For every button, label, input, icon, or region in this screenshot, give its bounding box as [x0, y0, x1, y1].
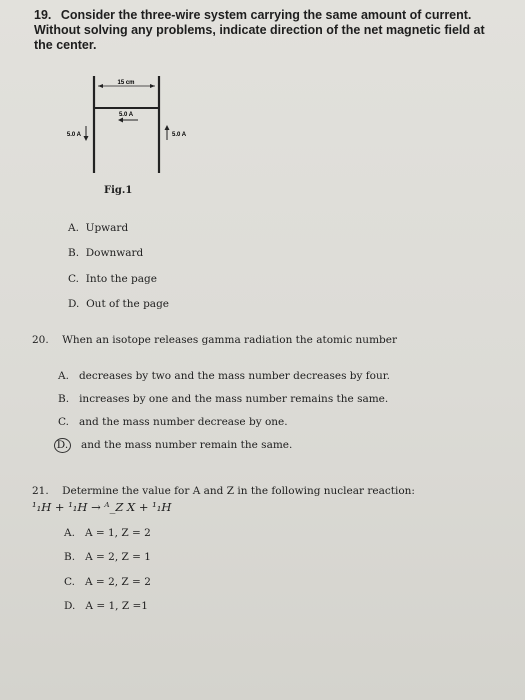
option-letter: A.	[58, 370, 69, 382]
q20-option-c[interactable]	[58, 416, 288, 428]
question-number: 20.	[32, 334, 49, 346]
top-current-label: 5.0 A	[118, 112, 134, 118]
q19-option-d[interactable]	[68, 298, 169, 310]
q21-option-c[interactable]	[64, 576, 151, 588]
option-text: A = 2, Z = 2	[85, 576, 151, 588]
question-text: When an isotope releases gamma radiation the atomic number	[62, 334, 397, 346]
option-letter: A.	[68, 222, 79, 234]
option-text: A = 2, Z = 1	[85, 551, 151, 563]
option-text: Downward	[85, 247, 144, 259]
q20-option-d[interactable]	[58, 438, 292, 453]
option-letter: C.	[64, 576, 75, 588]
option-text: increases by one and the mass number remains the same.	[79, 393, 389, 405]
question-21	[32, 485, 415, 497]
option-letter: C.	[58, 416, 69, 428]
question-number: 19.	[34, 8, 52, 22]
option-text: and the mass number decrease by one.	[79, 416, 288, 428]
q20-option-a[interactable]	[58, 370, 390, 382]
figure-caption: Fig.1	[104, 185, 133, 196]
option-letter: B.	[58, 393, 70, 405]
option-letter: D.	[64, 600, 76, 612]
option-text: decreases by two and the mass number decreases by four.	[78, 370, 390, 382]
option-text: A = 1, Z =1	[85, 600, 148, 612]
question-text: Consider the three-wire system carrying the same amount of current. Without solving any problems, indicate direction of the net magnetic field at the center.	[34, 8, 485, 52]
option-letter: C.	[68, 273, 79, 285]
three-wire-figure	[54, 68, 214, 178]
nuclear-reaction-equation: ¹₁H + ¹₁H → ᴬ_Z X + ¹₁H	[32, 500, 172, 514]
question-19	[34, 8, 504, 53]
question-20	[32, 334, 397, 346]
q19-option-c[interactable]	[68, 273, 157, 285]
q21-option-d[interactable]	[64, 600, 148, 612]
option-letter: B.	[68, 247, 80, 259]
option-letter: A.	[64, 527, 75, 539]
q21-option-a[interactable]	[64, 527, 151, 539]
right-current-label: 5.0 A	[172, 132, 187, 138]
q20-option-b[interactable]	[58, 393, 388, 405]
option-text: Out of the page	[86, 298, 170, 310]
q21-option-b[interactable]	[64, 551, 151, 563]
option-letter: D.	[68, 298, 80, 310]
question-number: 21.	[32, 485, 49, 497]
option-text: A = 1, Z = 2	[84, 527, 151, 539]
option-text: Into the page	[85, 273, 157, 285]
bleed-through-texture	[337, 70, 507, 630]
q19-option-a[interactable]	[68, 222, 128, 234]
option-text: Upward	[85, 222, 129, 234]
question-text: Determine the value for A and Z in the following nuclear reaction:	[62, 485, 415, 497]
spacing-label: 15 cm	[117, 80, 135, 86]
selected-answer-circle: D.	[54, 438, 71, 453]
q19-option-b[interactable]	[68, 247, 143, 259]
option-letter: B.	[64, 551, 76, 563]
option-text: and the mass number remain the same.	[81, 439, 293, 451]
left-current-label: 5.0 A	[66, 132, 81, 138]
